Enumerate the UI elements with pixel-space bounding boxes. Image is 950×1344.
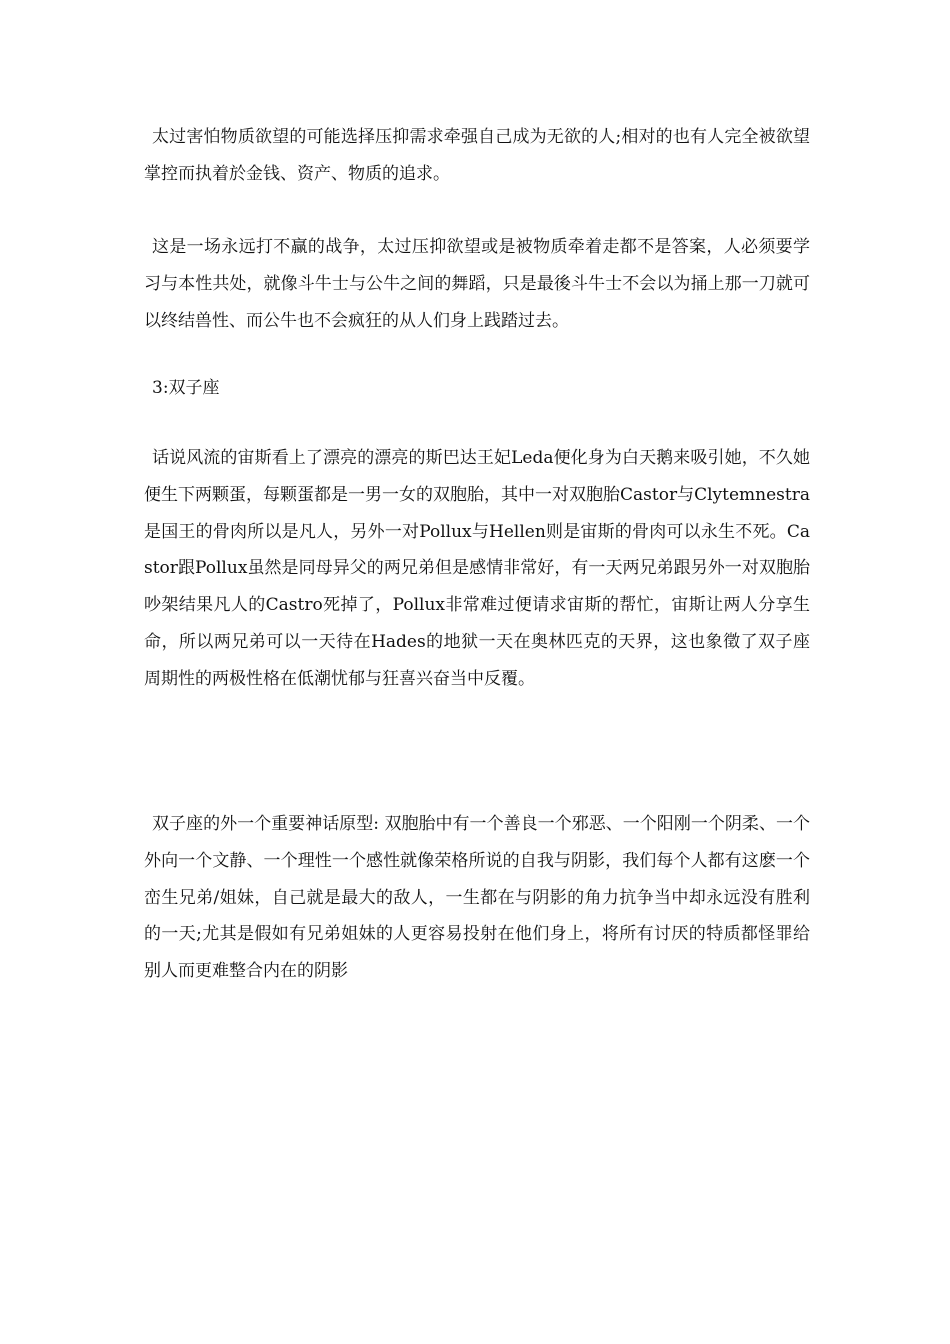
- section-heading-gemini: 3:双子座: [152, 378, 220, 398]
- paragraph-desire: 太过害怕物质欲望的可能选择压抑需求牵强自己成为无欲的人;相对的也有人完全被欲望掌控而执着於金钱、资产、物质的追求。: [144, 127, 810, 184]
- paragraph-gemini-archetype: 双子座的外一个重要神话原型: 双胞胎中有一个善良一个邪恶、一个阳刚一个阴柔、一个外向一个文静、一个理性一个感性就像荣格所说的自我与阴影，我们每个人都有这麽一个峦生兄弟/姐妹，自己就是最大的敌人，一生都在与阴影的角力抗争当中却永远没有胜利的一天;尤其是假如有兄弟姐妹的人更容易投射在他们身上，将所有讨厌的特质都怪罪给别人而更难整合内在的阴影: [144, 814, 810, 982]
- paragraph-gemini-myth: 话说风流的宙斯看上了漂亮的漂亮的斯巴达王妃Leda便化身为白天鹅来吸引她，不久她便生下两颗蛋，每颗蛋都是一男一女的双胞胎，其中一对双胞胎Castor与Clytemnestra是国王的骨肉所以是凡人，另外一对Pollux与Hellen则是宙斯的骨肉可以永生不死。Castor跟Pollux虽然是同母异父的两兄弟但是感情非常好，有一天两兄弟跟另外一对双胞胎吵架结果凡人的Castro死掉了，Pollux非常难过便请求宙斯的帮忙，宙斯让两人分享生命，所以两兄弟可以一天待在Hades的地狱一天在奥林匹克的天界，这也象徵了双子座周期性的两极性格在低潮忧郁与狂喜兴奋当中反覆。: [144, 448, 810, 689]
- paragraph-bullfighter: 这是一场永远打不赢的战争，太过压抑欲望或是被物质牵着走都不是答案，人必须要学习与本性共处，就像斗牛士与公牛之间的舞蹈，只是最後斗牛士不会以为捅上那一刀就可以终结兽性、而公牛也不会疯狂的从人们身上践踏过去。: [144, 237, 810, 331]
